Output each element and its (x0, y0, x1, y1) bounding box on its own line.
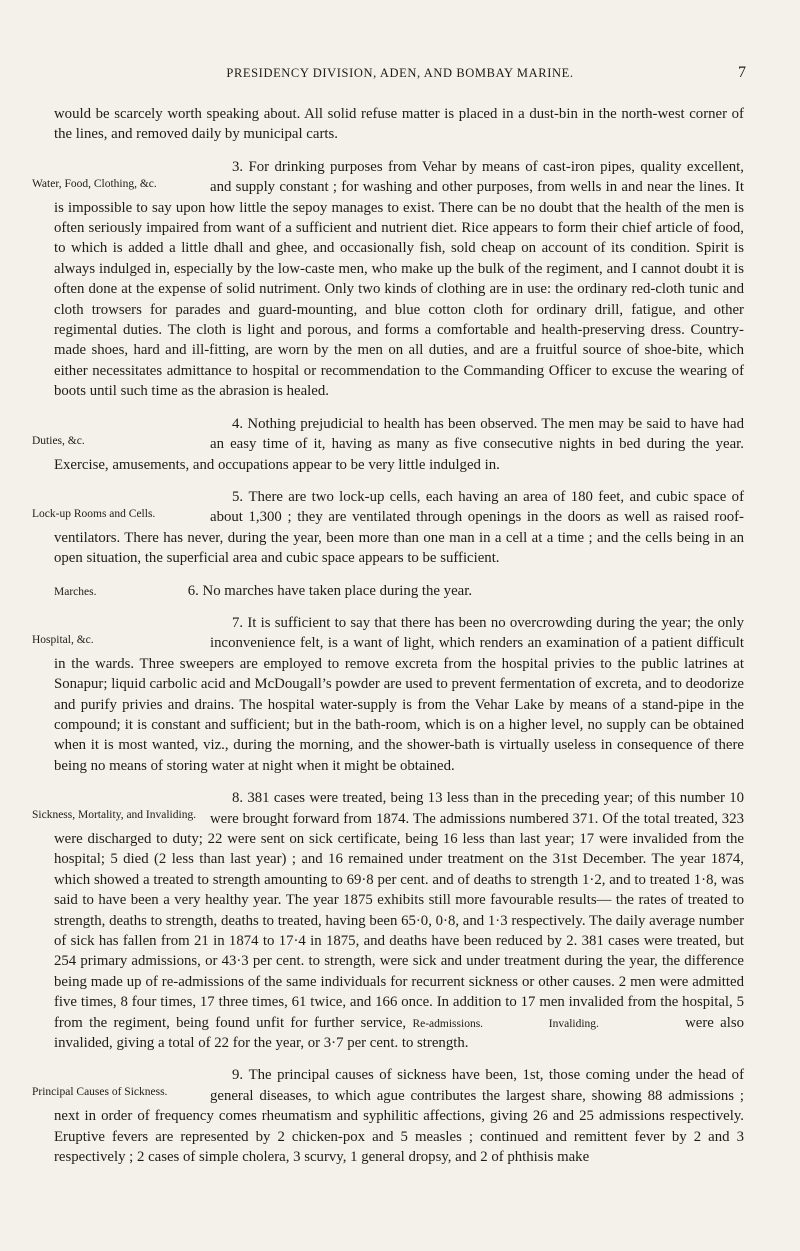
paragraph-number: 3. (232, 158, 244, 175)
paragraph-text: Nothing prejudicial to health has been observed. The men may be said to have had an easy time of it, having as many as five consecutive nights in bed during the year. Exercise, amusements, and occupations appear to be very little indulged in. (54, 415, 744, 473)
paragraph-9 (32, 1065, 745, 1167)
paragraph-7 (32, 613, 744, 776)
paragraph-number: 7. (232, 614, 244, 631)
paragraph-text: For drinking purposes from Vehar by means of cast-iron pipes, quality excellent, and supply constant ; for washing and other purposes, from wells in and near the lines. It is impossible to say upon how little the sepoy manages to exist. There can be no doubt that the health of the men is often seriously impaired from want of a sufficient and nutrient diet. Rice appears to form their chief article of food, to which is added a little dhall and ghee, and occasionally fish, sold cheap on account of its condition. Spirit is always indulged in, especially by the low-caste men, who make up the bulk of the regiment, and I cannot doubt it is often done at the expense of solid nutriment. Only two kinds of clothing are in use: the ordinary red-cloth tunic and cloth trowsers for parades and guard-mounting, and blue cotton cloth for ordinary drill, fatigue, and other regimental duties. The cloth is light and porous, and forms a comfortable and health-preserving dress. Country-made shoes, hard and ill-fitting, are worn by the men on all duties, and are a fruitful source of shoe-bite, which either necessitates admittance to hospital or recommendation to the Commanding Officer to excuse the wearing of boots until such time as the abrasion is healed. (54, 158, 744, 400)
sidenote-marches: Marches. (54, 585, 97, 598)
paragraph-4 (32, 414, 744, 475)
body-text (32, 104, 745, 1180)
paragraph-text: The principal causes of sickness have been, 1st, those coming under the head of general diseases, to which ague contributes the largest share, showing 88 admissions ; next in order of frequency comes rheumatism and syphilitic affections, giving 26 and 25 admissions respectively. Eruptive fevers are represented by 2 chicken-pox and 5 measles ; continued and remittent fever by 2 and 3 respectively ; 2 cases of simple cholera, 3 scurvy, 1 general dropsy, and 2 of phthisis make (54, 1067, 745, 1166)
sidenote-sickness-mortality: Sickness, Mortality, and Invaliding. (32, 809, 197, 822)
sidenote-readmissions: Re-admissions. (412, 1017, 484, 1030)
paragraph-text: No marches have taken place during the year. (202, 582, 473, 599)
paragraph-8 (32, 788, 745, 1053)
sidenote-principal-causes: Principal Causes of Sickness. (32, 1086, 168, 1099)
paragraph-5 (32, 487, 745, 569)
paragraph-continuation: would be scarcely worth speaking about. All solid refuse matter is placed in a dust-bin in the north-west corner of the lines, and removed daily by municipal carts. (54, 106, 744, 143)
paragraph-text: 381 cases were treated, being 13 less than in the preceding year; of this number 10 were brought forward from 1874. The admissions numbered 371. Of the total treated, 323 were discharged to duty; 22 were sent on sick certificate, being 16 less than last year; 17 were invalided from the hospital; 5 died (2 less than last year) ; and 16 remained under treatment on the 31st December. The year 1874, which showed a treated to strength amounting to 69·8 per cent. and of deaths to strength 1·2, and to treated 1·8, was said to have been a very healthy year. The year 1875 exhibits still more favourable results— the rates of treated to strength, deaths to strength, deaths to treated, having been 65·0, 0·8, and 1·3 respectively. The daily average number of sick has fallen from 21 in 1874 to 17·4 in 1875, and deaths have been reduced by 2. 381 cases were treated, but 254 primary admissions, or 43·3 per cent. to strength, were sick and under treatment during the year, the difference being made up of re-admissions of the same individuals for recurrent sickness or other causes. 2 men were admitted five times, 8 four times, 17 three times, 61 twice, and 166 once. In addition to 17 men invalided from the hospital, 5 from the regiment, being found unfit for further service, (54, 790, 744, 1031)
paragraph-number: 5. (232, 488, 244, 505)
running-head: PRESIDENCY DIVISION, ADEN, AND BOMBAY MARINE. (226, 66, 574, 80)
paragraph-6 (54, 581, 744, 601)
paragraph-3 (32, 157, 744, 402)
paragraph-number: 4. (232, 415, 244, 432)
paragraph-text-end: were also invalided, giving a total of 22 for the year, or 3·7 per cent. to strength. (54, 1014, 745, 1052)
page-number: 7 (738, 64, 746, 81)
sidenote-lock-up-rooms: Lock-up Rooms and Cells. (32, 507, 156, 520)
paragraph-number: 6. (187, 582, 199, 599)
paragraph-number: 8. (232, 790, 244, 807)
sidenote-water-food-clothing: Water, Food, Clothing, &c. (32, 177, 157, 190)
paragraph-text: There are two lock-up cells, each having an area of 180 feet, and cubic space of about 1,300 ; they are ventilated through openings in the doors as well as raised roof-ventilators. There has never, during the year, been more than one man in a cell at a time ; and the cells being in an open situation, the superficial area and cubic space appears to be sufficient. (54, 488, 745, 567)
sidenote-duties: Duties, &c. (32, 434, 85, 447)
paragraph-text: It is sufficient to say that there has been no overcrowding during the year; the only inconvenience felt, is a want of light, which renders an examination of a patient difficult in the wards. Three sweepers are employed to remove excreta from the hospital privies to the public latrines at Sonapur; liquid carbolic acid and McDougall’s powder are used to prevent fermentation of excreta, and to deodorize and purify privies and drains. The hospital water-supply is from the Vehar Lake by means of a stand-pipe in the compound; it is constant and sufficient; but in the bath-room, which is on a higher level, no supply can be obtained when it is most wanted, viz., during the morning, and the shower-bath is virtually useless in consequence of there being no means of storing water at night when it might be obtained. (54, 614, 744, 774)
paragraph-number: 9. (232, 1067, 244, 1084)
sidenote-invaliding: Invaliding. (548, 1017, 599, 1030)
sidenote-hospital: Hospital, &c. (32, 633, 94, 646)
